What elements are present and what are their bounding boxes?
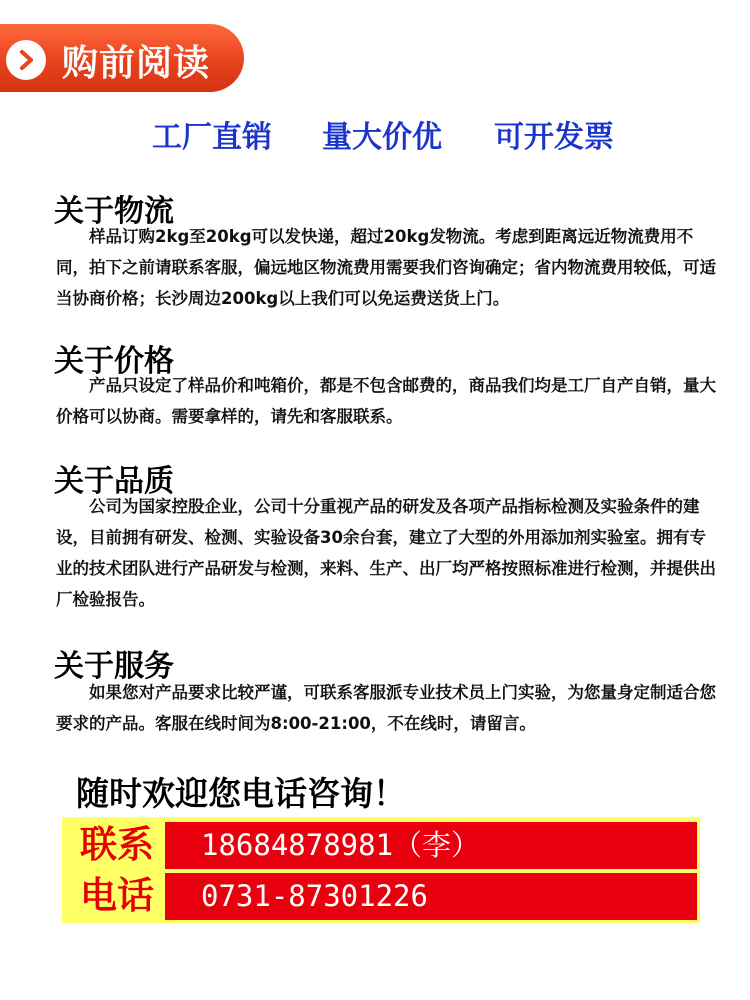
landline-phone-number[interactable]: 0731-87301226	[201, 879, 428, 913]
slogan-factory-direct: 工厂直销	[152, 120, 272, 155]
contact-label-line2: 电话	[80, 874, 154, 917]
landline-phone-bar	[165, 873, 697, 920]
chevron-right-icon	[6, 40, 46, 80]
slogan-invoice: 可开发票	[494, 120, 614, 155]
section-body-logistics: 样品订购2kg至20kg可以发快递，超过20kg发物流。考虑到距离远近物流费用不同，拍下之前请联系客服，偏远地区物流费用需要我们咨询确定；省内物流费用较低，可适当协商价格；长沙周边200kg以上我们可以免运费送货上门。	[56, 227, 716, 308]
section-body-service: 如果您对产品要求比较严谨，可联系客服派专业技术员上门实验，为您量身定制适合您要求的产品。客服在线时间为8:00-21:00，不在线时，请留言。	[56, 683, 716, 733]
slogan-bulk-discount: 量大价优	[322, 120, 442, 155]
section-title-service: 关于服务	[54, 649, 174, 684]
contact-phone-box	[62, 817, 700, 923]
mobile-phone-number[interactable]: 18684878981（李）	[201, 828, 481, 862]
welcome-call-text: 随时欢迎您电话咨询！	[76, 774, 406, 813]
section-body-price: 产品只设定了样品价和吨箱价，都是不包含邮费的，商品我们均是工厂自产自销，量大价格可以协商。需要拿样的，请先和客服联系。	[56, 376, 716, 426]
banner-title: 购前阅读	[62, 43, 211, 84]
section-title-price: 关于价格	[54, 344, 174, 379]
slogan-row	[0, 112, 750, 156]
contact-label	[77, 819, 157, 921]
section-title-quality: 关于品质	[54, 464, 174, 499]
contact-label-line1: 联系	[80, 823, 154, 866]
section-body-quality: 公司为国家控股企业，公司十分重视产品的研发及各项产品指标检测及实验条件的建设，目前拥有研发、检测、实验设备30余台套，建立了大型的外用添加剂实验室。拥有专业的技术团队进行产品研发与检测，来料、生产、出厂均严格按照标准进行检测，并提供出厂检验报告。	[56, 497, 716, 609]
mobile-phone-bar	[165, 822, 697, 869]
section-title-logistics: 关于物流	[54, 194, 174, 229]
read-before-buying-banner	[0, 24, 244, 92]
